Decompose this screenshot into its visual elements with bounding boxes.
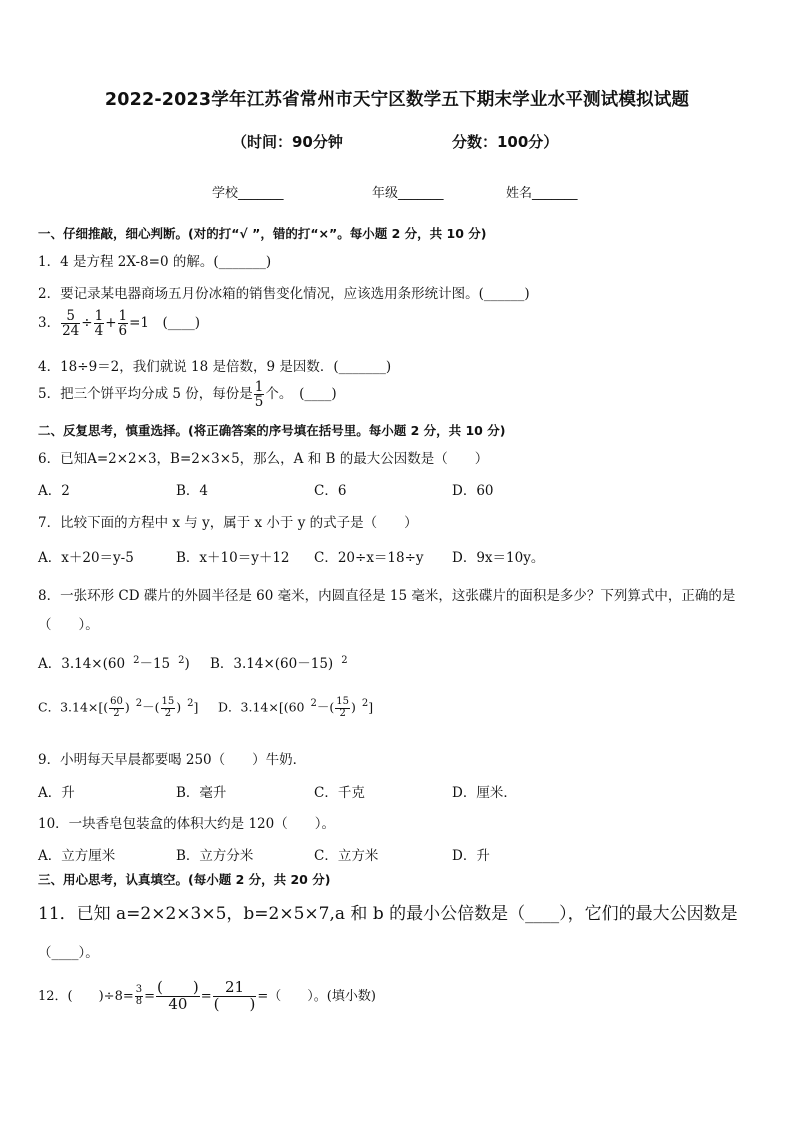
fraction: $\frac{1}{4}$	[94, 308, 104, 340]
q7-option-a: A．x＋20＝y-5	[38, 550, 134, 566]
q8-option-c: C．3.14×[( $\frac{60}{2}$ ) $^2$－( $\frac{15}{2}$ ) $^2$]	[38, 696, 199, 719]
q9-option-d: D．厘米．	[452, 785, 517, 801]
school-field: 学校_______	[212, 186, 284, 201]
fraction: $\frac{15}{2}$	[336, 696, 349, 719]
q6-option-d: D．60	[452, 483, 494, 499]
section-1-heading: 一、仔细推敲，细心判断。(对的打“√ ”，错的打“×”。每小题 2 分，共 10 分)	[38, 226, 487, 241]
q7-option-b: B．x＋10＝y＋12	[176, 550, 290, 566]
fraction: $\frac{( )}{40}$	[157, 978, 199, 1013]
question-12: 12．( )÷8= $\frac{3}{8}$ = $\frac{( )}{40}$ = $\frac{21}{( )}$ =（ ）。(填小数)	[38, 978, 376, 1013]
fraction: $\frac{5}{24}$	[62, 308, 80, 340]
fraction: $\frac{60}{2}$	[110, 696, 123, 719]
fraction: $\frac{15}{2}$	[161, 696, 175, 719]
question-4: 4．18÷9＝2，我们就说 18 是倍数，9 是因数．(_______)	[38, 359, 392, 375]
question-10: 10．一块香皂包装盒的体积大约是 120（ ）。	[38, 816, 335, 832]
q8-option-a: A．3.14×(60 $^2$－15 $^2$)	[38, 654, 190, 672]
grade-field: 年级_______	[372, 186, 444, 201]
q9-option-c: C．千克	[314, 785, 365, 801]
q6-option-a: A．2	[38, 483, 70, 499]
section-2-heading: 二、反复思考，慎重选择。(将正确答案的序号填在括号里。每小题 2 分，共 10 分)	[38, 423, 506, 438]
section-3-heading: 三、用心思考，认真填空。(每小题 2 分，共 20 分)	[38, 872, 331, 887]
question-2: 2．要记录某电器商场五月份冰箱的销售变化情况，应该选用条形统计图。(______)	[38, 286, 530, 302]
q10-option-a: A．立方厘米	[38, 848, 116, 864]
question-8: 8．一张环形 CD 碟片的外圆半径是 60 毫米，内圆直径是 15 毫米，这张碟片的面积是多少？下列算式中，正确的是	[38, 588, 736, 604]
q10-option-b: B．立方分米	[176, 848, 254, 864]
fraction: $\frac{21}{( )}$	[213, 978, 256, 1013]
q10-option-d: D．升	[452, 848, 490, 864]
q8-option-d: D．3.14×[(60 $^2$－( $\frac{15}{2}$ ) $^2$]	[218, 696, 374, 719]
question-6: 6．已知A=2×2×3，B=2×3×5，那么，A 和 B 的最大公因数是（ ）	[38, 451, 489, 467]
q9-option-b: B．毫升	[176, 785, 227, 801]
question-11-continued: （____）。	[38, 945, 99, 961]
q10-option-c: C．立方米	[314, 848, 379, 864]
question-3: 3． $\frac{5}{24}$ ÷ $\frac{1}{4}$ + $\frac{1}{6}$ =1 (____)	[38, 308, 201, 340]
question-7: 7．比较下面的方程中 x 与 y，属于 x 小于 y 的式子是（ ）	[38, 515, 418, 531]
question-11: 11．已知 a=2×2×3×5，b=2×5×7,a 和 b 的最小公倍数是（____），它们的最大公因数是	[38, 904, 738, 924]
fraction: $\frac{1}{6}$	[118, 308, 128, 340]
q7-option-c: C．20÷x＝18÷y	[314, 550, 424, 566]
q6-option-c: C．6	[314, 483, 347, 499]
name-field: 姓名_______	[506, 186, 578, 201]
q6-option-b: B．4	[176, 483, 209, 499]
fraction: $\frac{3}{8}$	[135, 984, 143, 1007]
q7-option-d: D．9x＝10y。	[452, 550, 545, 566]
question-9: 9．小明每天早晨都要喝 250（ ）牛奶．	[38, 752, 307, 768]
score-label: 分数：100分）	[452, 133, 559, 151]
question-1: 1．4 是方程 2X-8=0 的解。(_______)	[38, 254, 272, 270]
time-label: （时间：90分钟	[232, 133, 343, 151]
q9-option-a: A．升	[38, 785, 75, 801]
page-title: 2022-2023学年江苏省常州市天宁区数学五下期末学业水平测试模拟试题	[104, 90, 690, 110]
question-5: 5．把三个饼平均分成 5 份，每份是 $\frac{1}{5}$ 个。 (____)	[38, 379, 337, 411]
q8-option-b: B．3.14×(60－15) $^2$	[210, 654, 348, 672]
fraction: $\frac{1}{5}$	[254, 379, 264, 411]
question-8-continued: （ ）。	[38, 617, 99, 633]
